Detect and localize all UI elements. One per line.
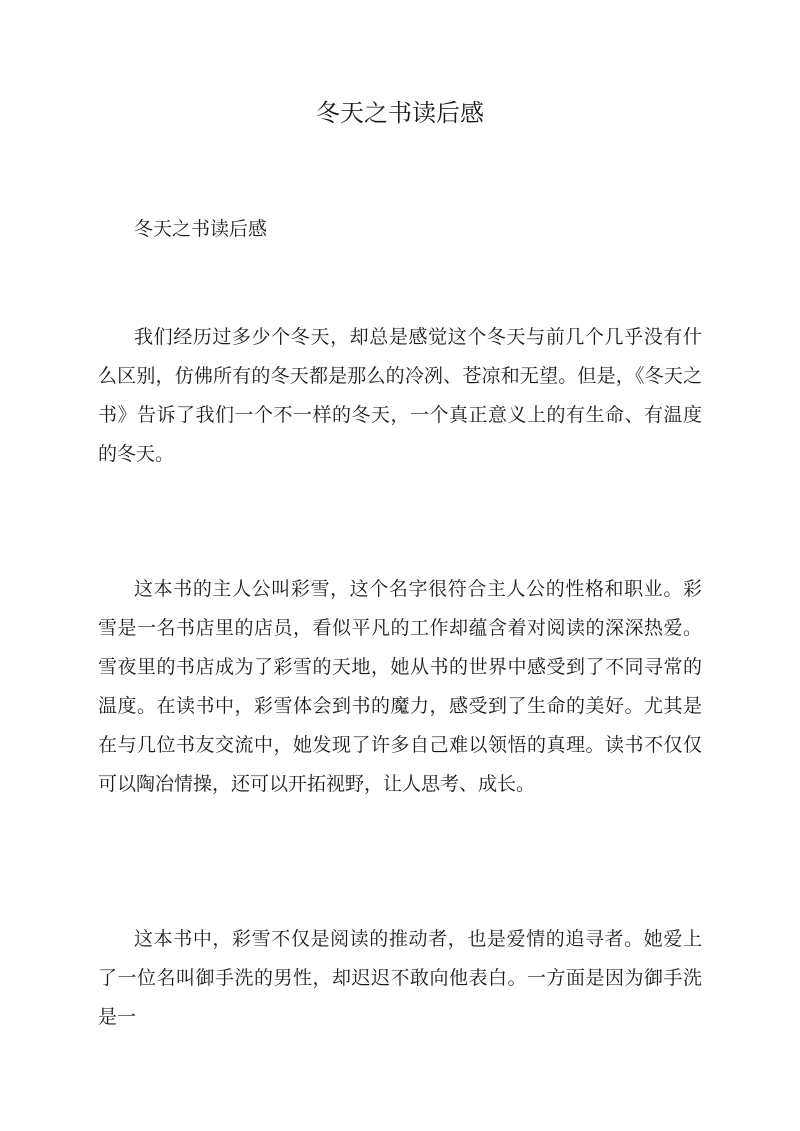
document-subtitle: 冬天之书读后感 (134, 218, 268, 240)
paragraph-1: 我们经历过多少个冬天，却总是感觉这个冬天与前几个几乎没有什么区别，仿佛所有的冬天都是那么的冷冽、苍凉和无望。但是，《冬天之书》告诉了我们一个不一样的冬天，一个真正意义上的有生命、有温度的冬天。 (98, 326, 702, 465)
paragraph-3: 这本书中，彩雪不仅是阅读的推动者，也是爱情的追寻者。她爱上了一位名叫御手洗的男性，却迟迟不敢向他表白。一方面是因为御手洗是一 (98, 928, 702, 1028)
document-title: 冬天之书读后感 (316, 99, 484, 127)
paragraph-2: 这本书的主人公叫彩雪，这个名字很符合主人公的性格和职业。彩雪是一名书店里的店员，看似平凡的工作却蕴含着对阅读的深深热爱。雪夜里的书店成为了彩雪的天地，她从书的世界中感受到了不同寻常的温度。在读书中，彩雪体会到书的魔力，感受到了生命的美好。尤其是在与几位书友交流中，她发现了许多自己难以领悟的真理。读书不仅仅可以陶冶情操，还可以开拓视野，让人思考、成长。 (98, 578, 702, 795)
